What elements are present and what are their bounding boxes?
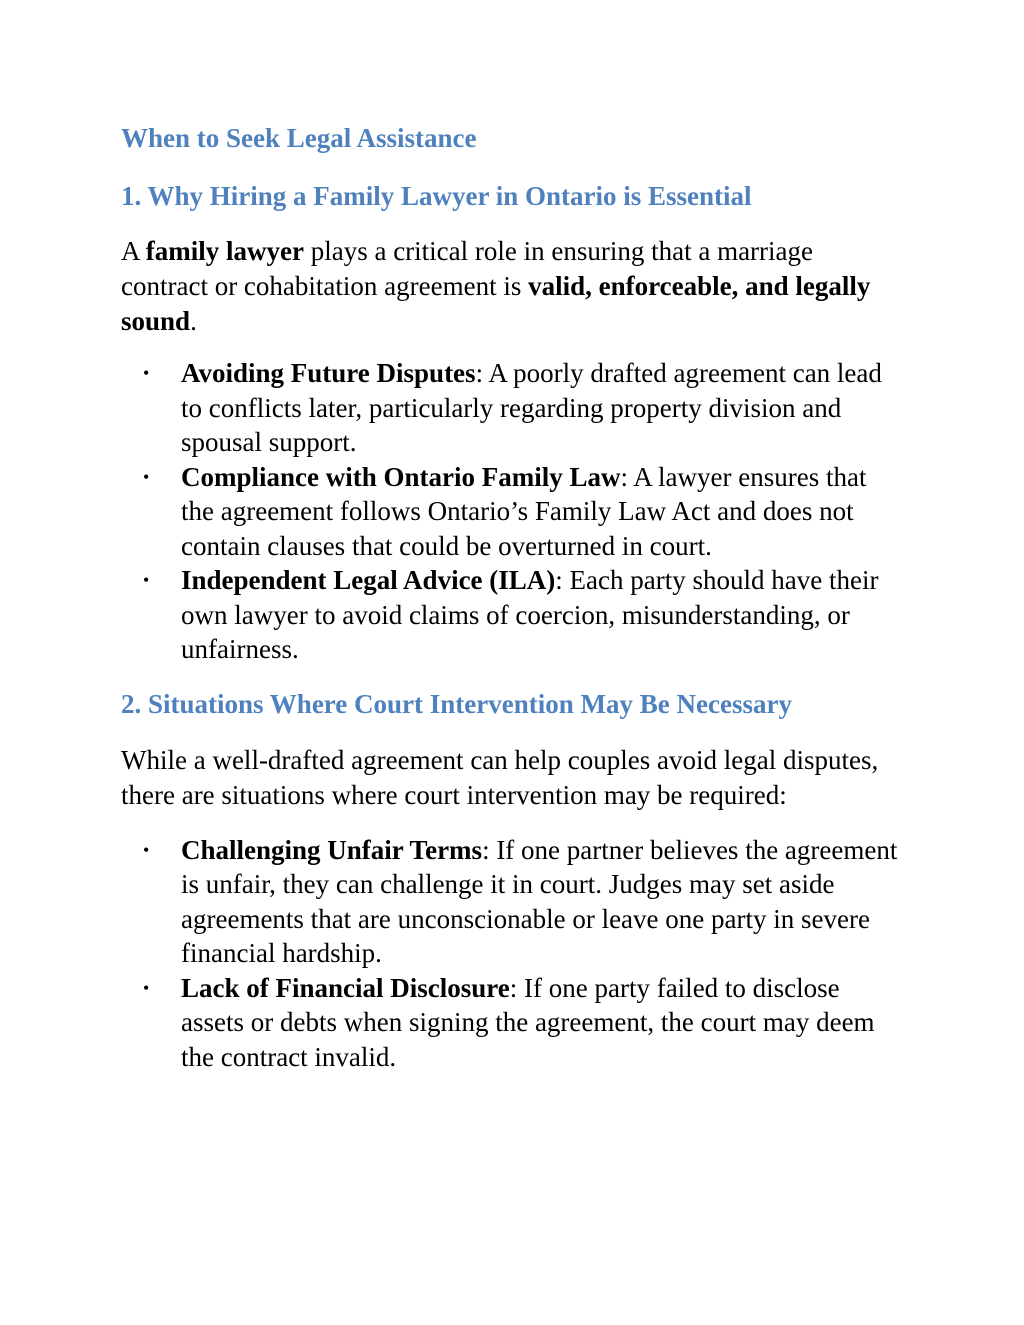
list-item-term: Compliance with Ontario Family Law <box>181 461 621 492</box>
list-item-term: Avoiding Future Disputes <box>181 358 476 388</box>
list-item-text: : If one party failed to disclose assets or debts when signing the agreement, the court may deem the contract invalid. <box>181 972 875 1072</box>
list-item-term: Challenging Unfair Terms <box>181 834 483 865</box>
list-item <box>143 833 906 971</box>
list-item-term: Lack of Financial Disclosure <box>181 972 510 1003</box>
list-item-text: : If one partner believes the agreement is unfair, they can challenge it in court. Judges may set aside agreements that are unconscionable or leave one party in severe financial hardship. <box>181 834 898 968</box>
page-title: When to Seek Legal Assistance <box>121 123 477 153</box>
intro-text-3: . <box>190 306 197 336</box>
section-2-heading: 2. Situations Where Court Intervention May Be Necessary <box>121 688 792 719</box>
section-1-intro <box>121 234 906 339</box>
bullet-icon: • <box>143 977 150 998</box>
bullet-icon: • <box>143 839 150 860</box>
list-item-text: : A lawyer ensures that the agreement follows Ontario’s Family Law Act and does not contain clauses that could be overturned in court. <box>181 461 867 561</box>
list-item-text: : A poorly drafted agreement can lead to conflicts later, particularly regarding property division and spousal support. <box>181 358 882 457</box>
intro-text-2: plays a critical role in ensuring that a marriage contract or cohabitation agreement is <box>121 236 814 301</box>
list-item-text: : Each party should have their own lawyer to avoid claims of coercion, misunderstanding, or unfairness. <box>181 565 879 664</box>
section-1-list <box>121 356 906 667</box>
list-item-term: Independent Legal Advice (ILA) <box>181 565 556 595</box>
list-item <box>143 971 906 1075</box>
intro-text-1: A <box>121 236 146 266</box>
list-item <box>143 356 906 460</box>
document-page <box>121 118 906 1074</box>
bullet-icon: • <box>143 466 150 487</box>
intro-bold-valid: valid, enforceable, and legally sound <box>121 271 871 336</box>
bullet-icon: • <box>143 570 150 590</box>
bullet-icon: • <box>143 363 150 383</box>
section-2-list <box>121 833 906 1075</box>
list-item <box>143 460 906 564</box>
intro-bold-family-lawyer: family lawyer <box>145 236 304 266</box>
section-1-heading: 1. Why Hiring a Family Lawyer in Ontario is Essential <box>121 181 752 211</box>
list-item <box>143 563 906 667</box>
section-2-intro: While a well-drafted agreement can help couples avoid legal disputes, there are situations where court intervention may be required: <box>121 744 879 810</box>
